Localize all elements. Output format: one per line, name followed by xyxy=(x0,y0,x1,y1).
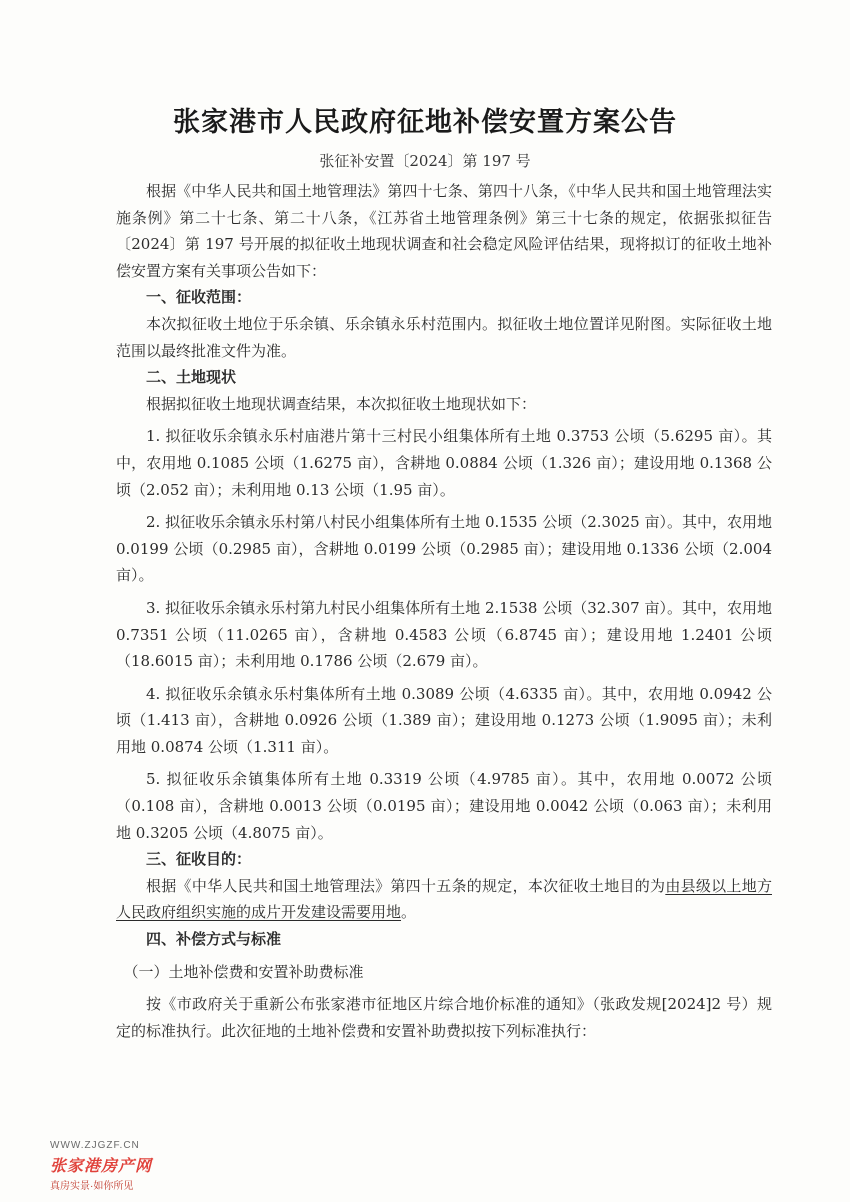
document-number: 张征补安置〔2024〕第 197 号 xyxy=(319,152,531,170)
land-item-4: 4. 拟征收乐余镇永乐村集体所有土地 0.3089 公顷（4.6335 亩）。其中，农用地 0.0942 公顷（1.413 亩），含耕地 0.0926 公顷（1.389 亩）；建设用地 0.1273 公顷（1.9095 亩）；未利用地 0.0874 公顷（1.311 亩）。 xyxy=(116,684,772,756)
section-4-heading: 四、补偿方式与标准 xyxy=(146,930,282,949)
watermark-slogan: 真房实景·如你所见 xyxy=(50,1181,134,1192)
land-item-1: 1. 拟征收乐余镇永乐村庙港片第十三村民小组集体所有土地 0.3753 公顷（5.6295 亩）。其中，农用地 0.1085 公顷（1.6275 亩），含耕地 0.0884 公顷（1.326 亩）；建设用地 0.1368 公顷（2.052 亩）；未利用地 0.13 公顷（1.95 亩）。 xyxy=(116,427,772,499)
section-4-text: 按《市政府关于重新公布张家港市征地区片综合地价标准的通知》（张政发规[2024]2 号）规定的标准执行。此次征地的土地补偿费和安置补助费拟按下列标准执行： xyxy=(116,995,772,1040)
section-3-heading: 三、征收目的： xyxy=(146,850,252,869)
watermark-url: WWW.ZJGZF.CN xyxy=(50,1140,140,1151)
section-3-text-a: 根据《中华人民共和国土地管理法》第四十五条的规定，本次征收土地目的为 xyxy=(146,876,666,895)
section-2-heading: 二、土地现状 xyxy=(146,368,237,387)
document-body xyxy=(116,178,772,1044)
section-3-text xyxy=(116,873,772,926)
watermark-brand: 张家港房产网 xyxy=(50,1158,153,1175)
section-3-purpose-underlined: 由县级以上地方人民政府组织实施的成片开发建设需要用地 xyxy=(116,876,772,922)
land-item-2: 2. 拟征收乐余镇永乐村第八村民小组集体所有土地 0.1535 公顷（2.3025 亩）。其中，农用地 0.0199 公顷（0.2985 亩），含耕地 0.0199 公顷（0.2985 亩）；建设用地 0.1336 公顷（2.004 亩）。 xyxy=(116,513,772,585)
intro-paragraph: 根据《中华人民共和国土地管理法》第四十七条、第四十八条，《中华人民共和国土地管理法实施条例》第二十七条、第二十八条，《江苏省土地管理条例》第三十七条的规定，依据张拟征告〔2024〕第 197 号开展的拟征收土地现状调查和社会稳定风险评估结果，现将拟订的征收土地补偿安置方案有关事项公告如下： xyxy=(116,182,772,280)
section-4-subheading-1: （一）土地补偿费和安置补助费标准 xyxy=(123,962,364,981)
land-item-5: 5. 拟征收乐余镇集体所有土地 0.3319 公顷（4.9785 亩）。其中，农用地 0.0072 公顷（0.108 亩），含耕地 0.0013 公顷（0.0195 亩）；建设用地 0.0042 公顷（0.063 亩）；未利用地 0.3205 公顷（4.8075 亩）。 xyxy=(116,770,772,842)
section-3-text-b: 。 xyxy=(401,903,417,922)
section-1-text: 本次拟征收土地位于乐余镇、乐余镇永乐村范围内。拟征收土地位置详见附图。实际征收土地范围以最终批准文件为准。 xyxy=(116,314,772,360)
section-2-intro: 根据拟征收土地现状调查结果，本次拟征收土地现状如下： xyxy=(146,394,537,413)
watermark-logo xyxy=(50,1140,250,1192)
land-item-3: 3. 拟征收乐余镇永乐村第九村民小组集体所有土地 2.1538 公顷（32.307 亩）。其中，农用地 0.7351 公顷（11.0265 亩），含耕地 0.4583 公顷（6.8745 亩）；建设用地 1.2401 公顷（18.6015 亩）；未利用地 0.1786 公顷（2.679 亩）。 xyxy=(116,598,772,671)
section-1-heading: 一、征收范围： xyxy=(146,288,252,307)
page-title: 张家港市人民政府征地补偿安置方案公告 xyxy=(173,107,677,138)
